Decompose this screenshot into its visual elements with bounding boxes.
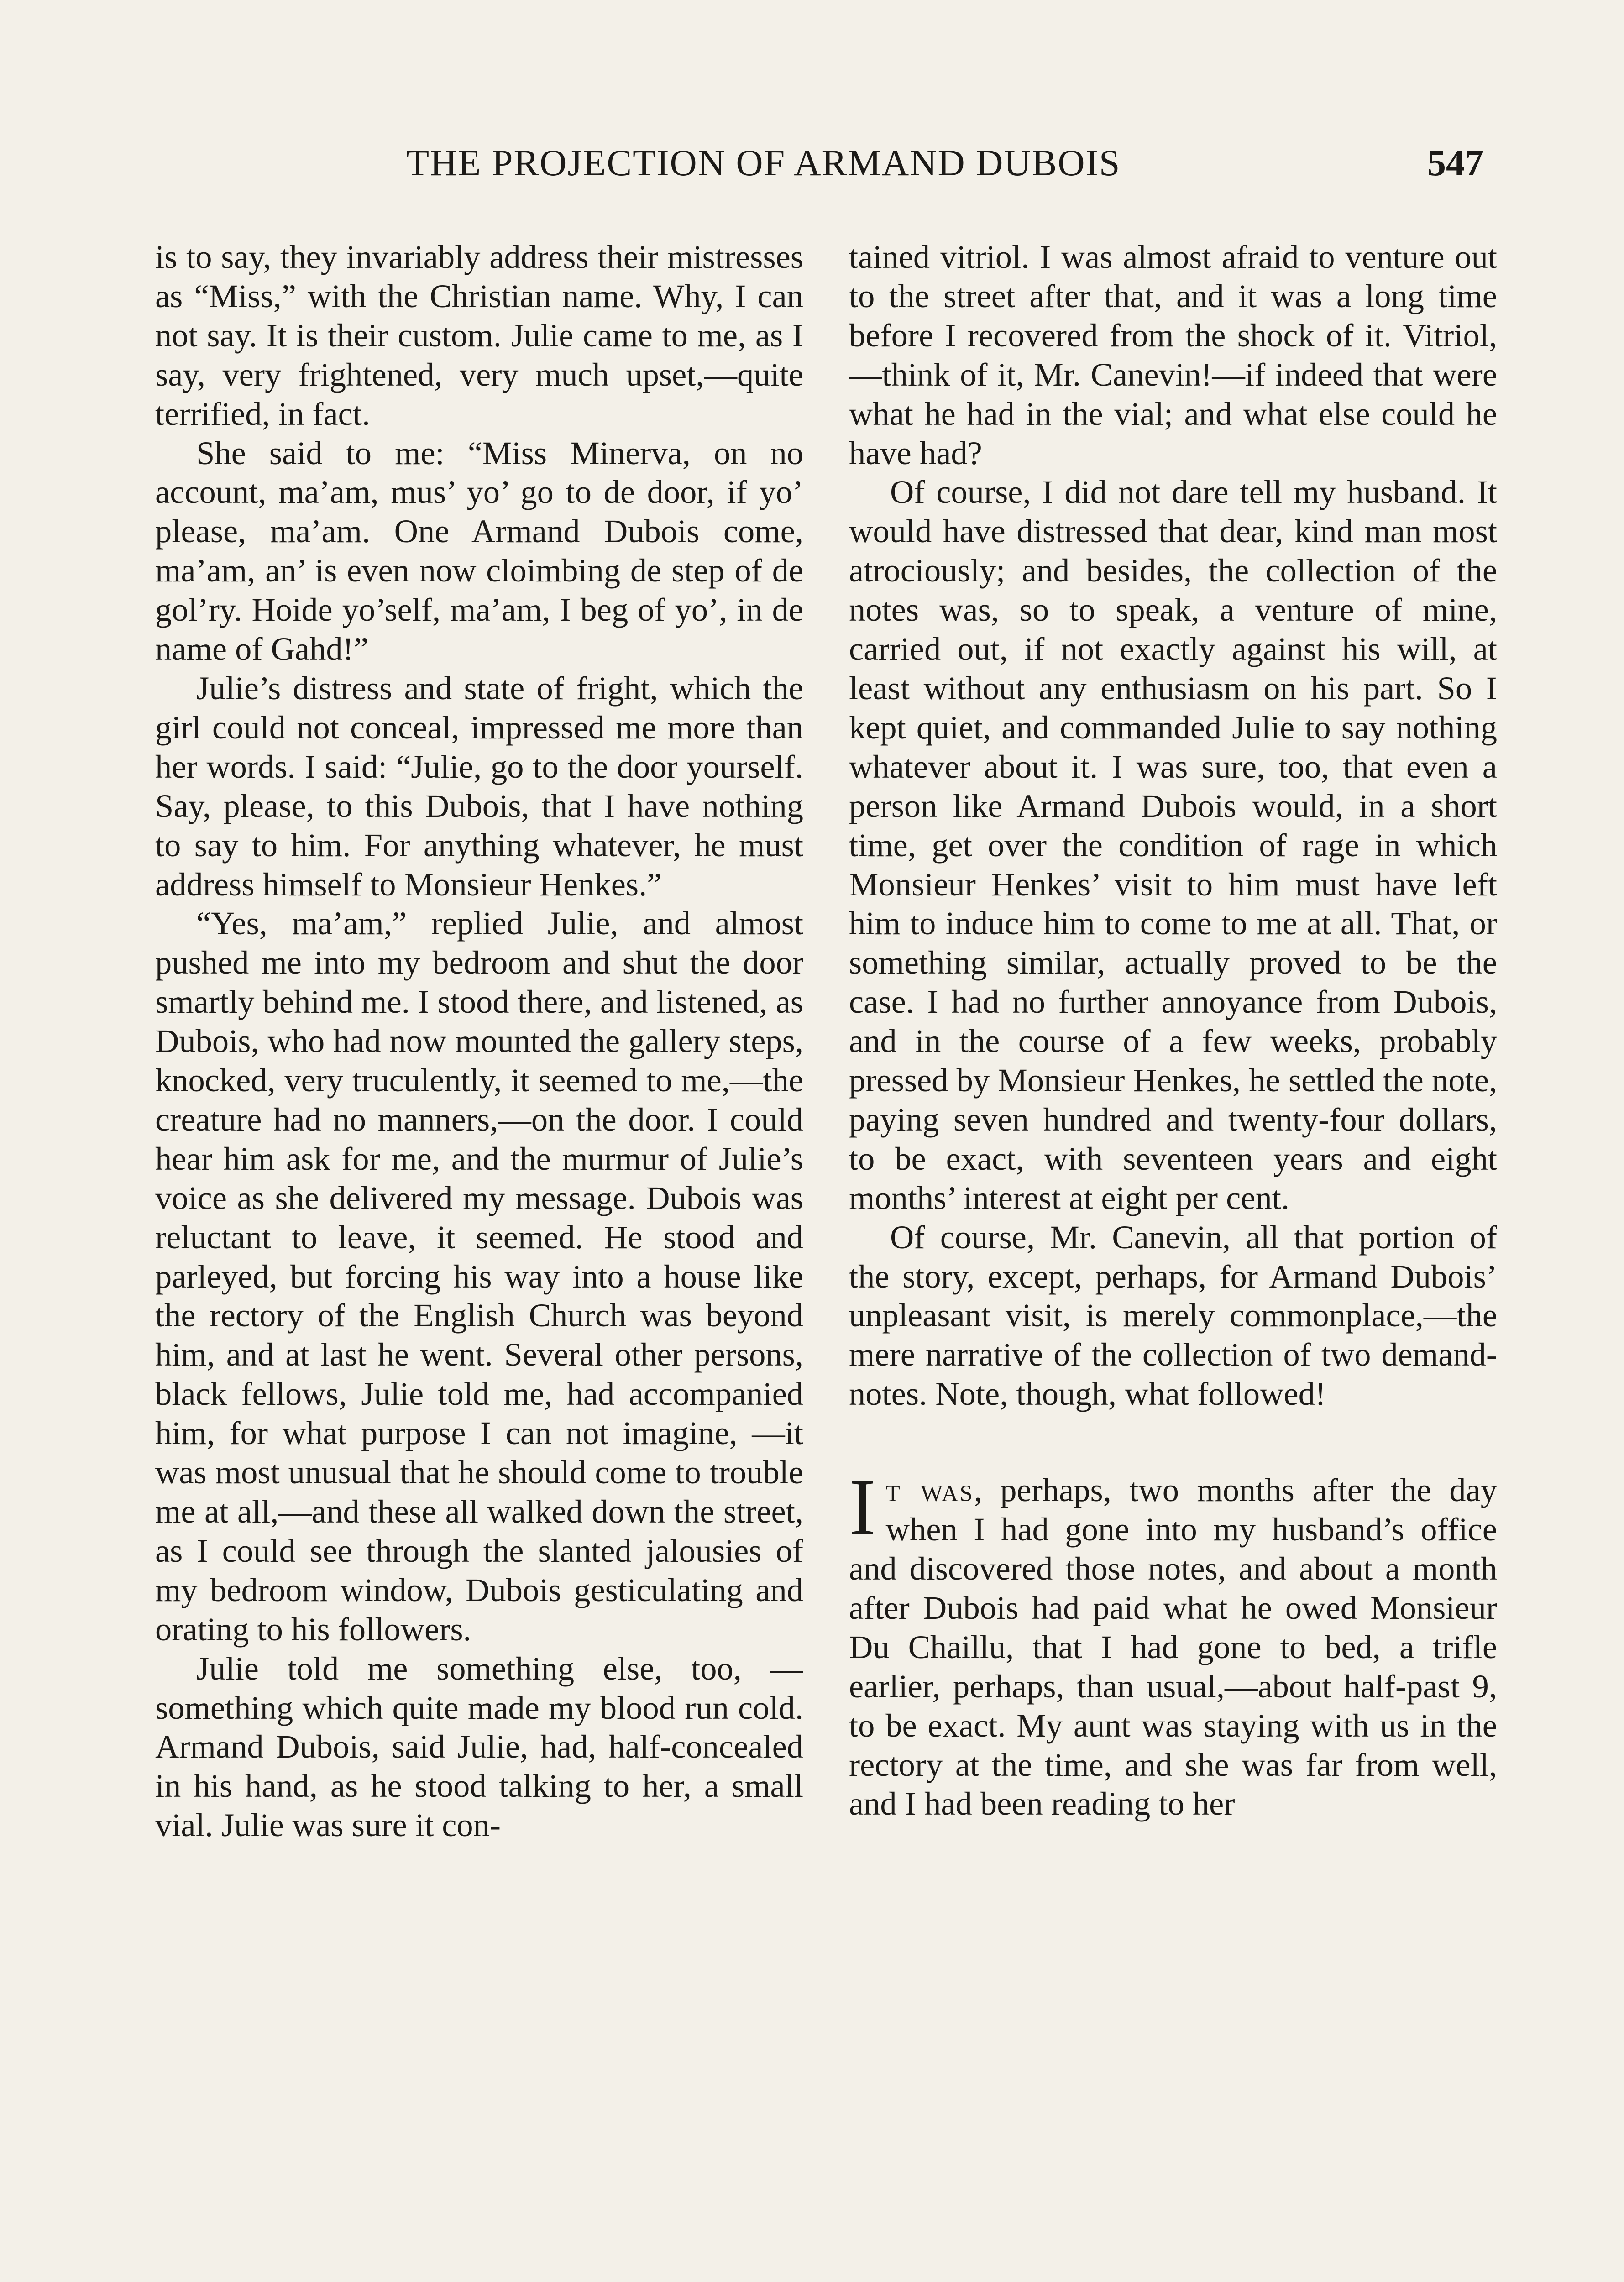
drop-cap: I — [849, 1463, 876, 1552]
paragraph: “Yes, ma’am,” replied Julie, and almost pushed me into my bedroom and shut the door smartly behind me. I stood there, and listened, as Dubois, who had now mounted the gallery steps, knocked, very truculently, it seemed to me,—the creature had no manners,—on the door. I could hear him ask for me, and the murmur of Julie’s voice as she delivered my message. Dubois was reluctant to leave, it seemed. He stood and parleyed, but forcing his way into a house like the rectory of the English Church was beyond him, and at last he went. Several other persons, black fellows, Julie told me, had accompanied him, for what purpose I can not imagine, —it was most unusual that he should come to trouble me at all,—and these all walked down the street, as I could see through the slanted jalousies of my bedroom window, Dubois gesticulating and orating to his followers. — [155, 905, 803, 1648]
left-column — [155, 237, 803, 2282]
paragraph: Of course, Mr. Canevin, all that portion of the story, except, perhaps, for Armand Dubois’ unpleasant visit, is merely commonplace,—the mere narrative of the collection of two demand-notes. Note, though, what followed! — [849, 1218, 1497, 1413]
paragraph: She said to me: “Miss Minerva, on no account, ma’am, mus’ yo’ go to de door, if yo’ please, ma’am. One Armand Dubois come, ma’am, an’ is even now cloimbing de step of de gol’ry. Hoide yo’self, ma’am, I beg of yo’, in de name of Gahd!” — [155, 434, 803, 668]
section-text: , perhaps, two months after the day when I had gone into my husband’s office and discovered those notes, and about a month after Dubois had paid what he owed Monsieur Du Chaillu, that I had gone to bed, a trifle earlier, perhaps, than usual,—about half-past 9, to be exact. My aunt was staying with us in the rectory at the time, and she was far from well, and I had been reading to her — [849, 1471, 1497, 1822]
paragraph: Julie’s distress and state of fright, which the girl could not conceal, impressed me more than her words. I said: “Julie, go to the door yourself. Say, please, to this Dubois, that I have nothing to say to him. For anything whatever, he must address himself to Monsieur Henkes.” — [155, 669, 803, 903]
section-opening-paragraph — [849, 1463, 1497, 1823]
paragraph: is to say, they invariably address their mistresses as “Miss,” with the Christian name. Why, I can not say. It is their custom. Julie came to me, as I say, very frightened, very much upset,—quite terrified, in fact. — [155, 238, 803, 432]
paragraph: Of course, I did not dare tell my husband. It would have distressed that dear, kind man most atrociously; and besides, the collection of the notes was, so to speak, a venture of mine, carried out, if not exactly against his will, at least without any enthusiasm on his part. So I kept quiet, and commanded Julie to say nothing whatever about it. I was sure, too, that even a person like Armand Dubois would, in a short time, get over the condition of rage in which Monsieur Henkes’ visit to him must have left him to induce him to come to me at all. That, or something similar, actually proved to be the case. I had no further annoyance from Dubois, and in the course of a few weeks, probably pressed by Monsieur Henkes, he settled the note, paying seven hundred and twenty-four dollars, to be exact, with seventeen years and eight months’ interest at eight per cent. — [849, 473, 1497, 1216]
page-header — [151, 137, 1483, 201]
page-number: 547 — [1427, 142, 1483, 183]
right-column — [849, 237, 1497, 2282]
paragraph: Julie told me something else, too, —something which quite made my blood run cold. Armand Dubois, said Julie, had, half-concealed in his hand, as he stood talking to her, a small vial. Julie was sure it con- — [155, 1649, 803, 1844]
paragraph: tained vitriol. I was almost afraid to venture out to the street after that, and it was a long time before I recovered from the shock of it. Vitriol, —think of it, Mr. Canevin!—if indeed that were what he had in the vial; and what else could he have had? — [849, 238, 1497, 471]
section-break — [849, 1413, 1497, 1471]
small-caps-lead: t was — [885, 1471, 974, 1509]
running-title: THE PROJECTION OF ARMAND DUBOIS — [406, 142, 1121, 183]
